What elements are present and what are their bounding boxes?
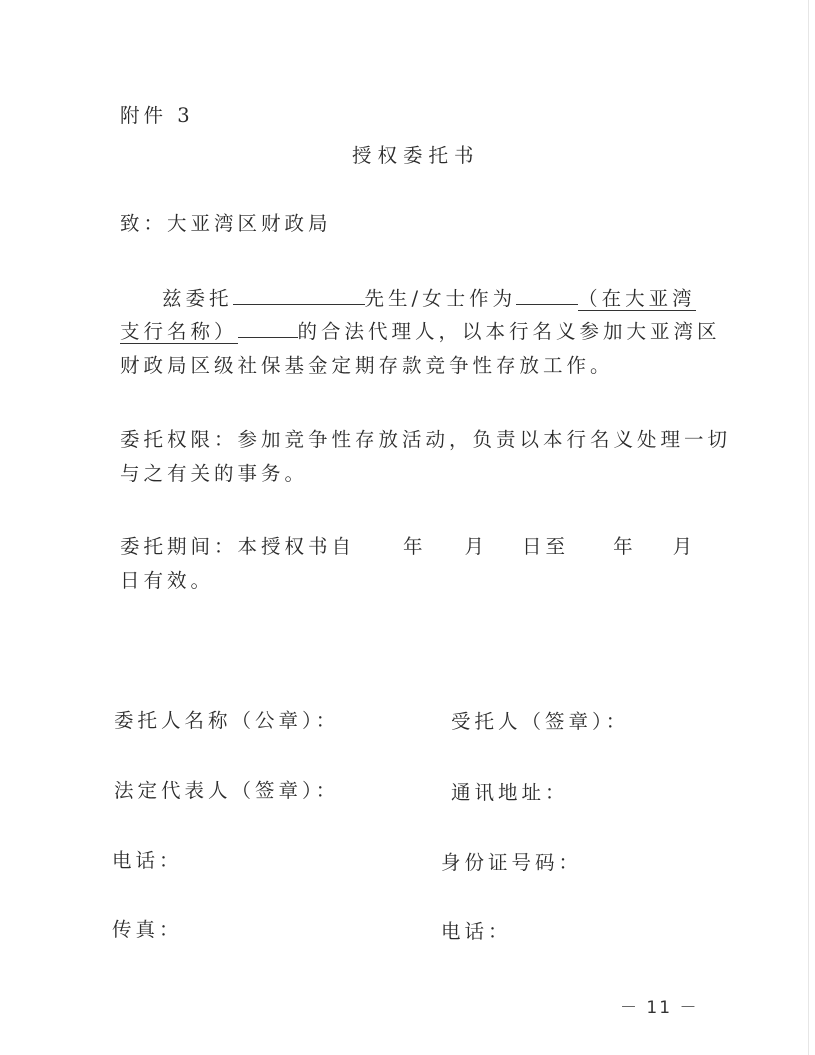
phone-right-label: 电话： — [441, 920, 512, 943]
month2-label: 月 — [672, 535, 697, 558]
day-to-label: 日至 — [522, 535, 570, 558]
phone-left-label: 电话： — [112, 849, 183, 872]
para2-line2: 与之有关的事务。 — [120, 462, 309, 485]
para1-text-a: 兹委托 — [162, 287, 233, 310]
para1-line1 — [162, 283, 696, 311]
id-number-label: 身份证号码： — [441, 851, 583, 874]
page-edge — [808, 0, 809, 1055]
para1-text-e: 的合法代理人，以本行名义参加大亚湾区 — [297, 320, 721, 343]
year1-label: 年 — [403, 535, 427, 558]
para2-line1: 委托权限：参加竞争性存放活动，负责以本行名义处理一切 — [120, 428, 732, 451]
branch-blank-2[interactable] — [238, 317, 298, 338]
para1-text-d: 支行名称） — [120, 320, 238, 343]
para1-line2 — [120, 316, 721, 344]
fax-label: 传真： — [112, 918, 183, 941]
document-title: 授权委托书 — [352, 144, 480, 167]
para3-line1 — [120, 531, 696, 559]
agent-label: 受托人（签章）： — [451, 710, 630, 733]
para1-text-c: （在大亚湾 — [578, 287, 696, 310]
legal-rep-label: 法定代表人（签章）： — [114, 779, 340, 802]
addressee: 致：大亚湾区财政局 — [120, 212, 332, 235]
principal-label: 委托人名称（公章）： — [114, 709, 340, 732]
branch-blank-1[interactable] — [516, 284, 578, 305]
agent-name-blank[interactable] — [233, 284, 365, 305]
period-label: 委托期间：本授权书自 — [120, 535, 356, 558]
para3-line2: 日有效。 — [120, 569, 215, 592]
attachment-label: 附件 3 — [120, 104, 194, 127]
address-label: 通讯地址： — [451, 781, 569, 804]
para1-line3: 财政局区级社保基金定期存款竞争性存放工作。 — [120, 354, 614, 377]
page-number: － 11 － — [620, 998, 699, 1018]
month1-label: 月 — [464, 535, 489, 558]
para1-text-b: 先生/女士作为 — [364, 287, 517, 310]
year2-label: 年 — [613, 535, 637, 558]
